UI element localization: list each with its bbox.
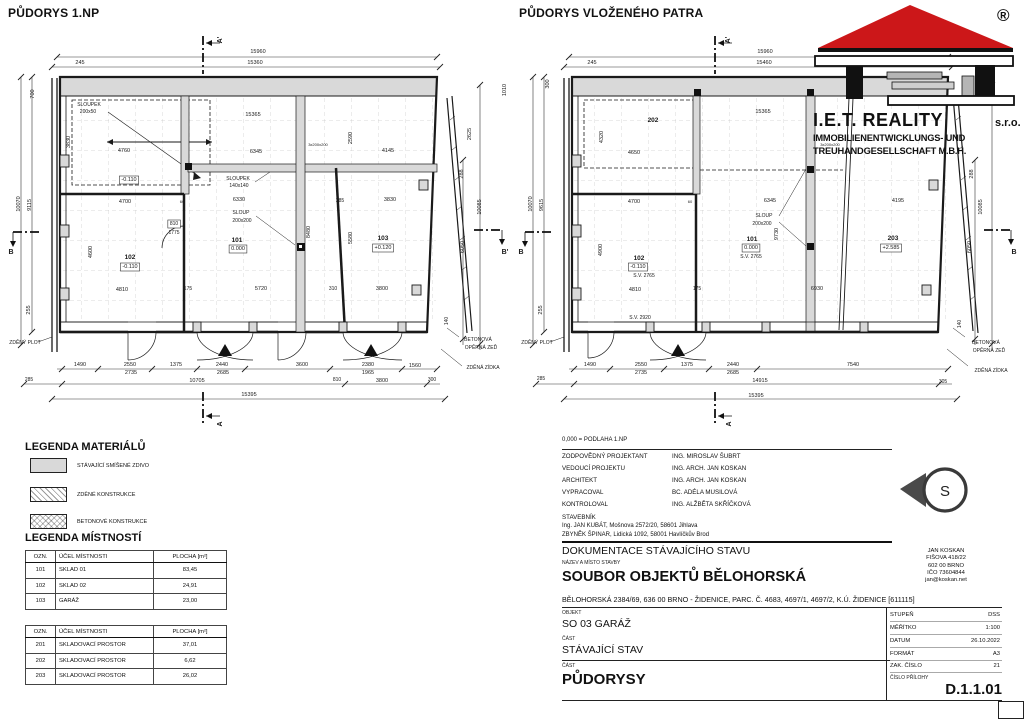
plan-label: 3600 [295,362,309,368]
plan-label: 6345 [763,198,777,204]
room-purpose: SKLADOVACÍ PROSTOR [56,653,154,669]
plan-label: 4810 [628,287,642,293]
room-area: 37,01 [154,638,227,654]
divider [890,647,1002,648]
table-row [26,594,227,610]
plan-label: 175 [183,286,193,292]
room-purpose: GARÁŽ [56,594,154,610]
plan-label: BETONOVÁ [464,337,492,343]
cast1-label: ČÁST [562,636,576,642]
plan-label: A' [217,36,224,44]
logo-roof-icon [810,2,1024,112]
room-number: 203 [26,669,56,685]
plan-label: 102 [124,254,136,261]
plan-label: 255 [26,305,32,315]
plan-label: 0.000 [231,246,245,252]
plan-label: 3830 [66,135,72,149]
plan-label: 810 [169,221,179,227]
plan-label: 1010 [502,83,508,97]
plan-label: OPĚRNÁ ZEĎ [464,345,498,351]
divider [562,449,892,450]
plan-label: 310 [328,286,338,292]
meta-value: 1:100 [985,625,1000,631]
fence-wall-line [564,78,569,352]
plan-label: 2735 [634,370,648,376]
plan-label: 103 [377,235,389,242]
plan-label: 4195 [891,198,905,204]
plan-label: 4760 [117,148,131,154]
legend-swatch-brick-construction [30,487,67,502]
contact-line: 602 00 BRNO [927,562,965,569]
plan-label: 15460 [756,60,772,66]
table-row [26,638,227,654]
role-value: ING. ARCH. JAN KOSKAN [672,477,747,484]
plan-label: 6330 [232,197,246,203]
plan-label: 1560 [408,363,422,369]
plan-label: 10085 [978,199,984,215]
plan-label: 700 [30,89,36,99]
room-number: 102 [26,578,56,594]
room-purpose: SKLAD 02 [56,578,154,594]
plan-label: 4145 [381,148,395,154]
plan-label: 14915 [752,378,768,384]
divider [562,700,1002,701]
plan-label: 285 [24,377,34,383]
door-direction-triangle [218,344,232,356]
plan-label: 1375 [169,362,183,368]
logo-subtitle-line2: TREUHANDGESELLSCHAFT M.B.H. [813,146,967,156]
room-area: 6,62 [154,653,227,669]
plan-label: 9115 [27,199,33,211]
plan-label: 2735 [124,370,138,376]
plan-label: 15960 [757,49,773,55]
doc-type: DOKUMENTACE STÁVAJÍCÍHO STAVU [562,545,751,557]
divider [890,672,1002,673]
table-row [26,578,227,594]
meta-value: DSS [988,612,1000,618]
plan-label: SLOUP [232,210,250,216]
nazev-label: NÁZEV A MÍSTO STAVBY [562,560,621,566]
plan-label: 1965 [361,370,375,376]
plan-label: 15960 [250,49,266,55]
plan-label: 101 [231,237,243,244]
room-area: 83,45 [154,563,227,579]
plan-label: 0.000 [744,245,758,251]
contact-block [890,548,1002,584]
plan-label: 288 [969,169,975,179]
plan-label: 245 [75,60,85,66]
plan-label: BETONOVÁ [972,340,1000,346]
revision-box [998,701,1024,719]
plan-label: 5580 [348,231,354,245]
priloha-label: ČÍSLO PŘÍLOHY [890,675,929,681]
door-direction-triangle [671,344,685,356]
plan-label: 285 [335,198,345,204]
plan-label: 4650 [627,150,641,156]
room-area: 26,02 [154,669,227,685]
plan-label: 4810 [115,287,129,293]
meta-label: DATUM [890,638,911,644]
plan-label: 2440 [215,362,229,368]
meta-label: ZAK. ČÍSLO [890,663,922,669]
objekt-value: SO 03 GARÁŽ [562,618,631,630]
plan-label: 3830 [383,197,397,203]
plan-label: 15395 [748,393,764,399]
plan-label: 255 [538,305,544,315]
plan-label: 15365 [245,112,261,118]
plan-label: A [217,421,224,427]
col-plocha: PLOCHA [m²] [154,551,227,563]
legend-label-concrete-construction: BETONOVÉ KONSTRUKCE [77,519,148,525]
plan-label: 15360 [247,60,263,66]
plan-label: A [726,421,733,427]
contact-line: IČO 73604844 [927,569,965,576]
door-swing [278,332,306,360]
stavebnik-line: Ing. JAN KUBÁT, Mošnova 2572/20, 58601 Jihlava [562,523,698,529]
plan-label: 6050 [460,240,466,254]
plan-label: 2625 [467,127,473,141]
plan-label: 7540 [846,362,860,368]
legend-materials-heading: LEGENDA MATERIÁLŮ [25,441,146,453]
col-ozn: OZN. [26,551,56,563]
plan-label: 101 [746,236,758,243]
plan-label: 140x140 [229,183,249,189]
plan-label: 2440 [726,362,740,368]
plan-label: 60 [687,199,693,204]
role-label: ZODPOVĚDNÝ PROJEKTANT [562,453,648,460]
plan-label: 4700 [118,199,132,205]
plan-label: 4700 [627,199,641,205]
meta-label: STUPEŇ [890,612,914,618]
table-row [26,563,227,579]
plan-label: 102 [633,255,645,262]
room-area: 23,00 [154,594,227,610]
plan-label: 245 [587,60,597,66]
plan-label: 1490 [583,362,597,368]
plan-label: S.V. 2920 [629,315,651,321]
logo-company-name: I.E.T. REALITY [813,110,944,130]
plan-label: 10085 [477,199,483,215]
col-plocha: PLOCHA [m²] [154,626,227,638]
col-ucel: ÚČEL MÍSTNOSTI [56,626,154,638]
plan-label: ZDĚNÝ PLOT [521,340,553,346]
plan-label: 300 [427,377,437,383]
divider [562,541,892,543]
room-purpose: SKLADOVACÍ PROSTOR [56,638,154,654]
plan-label: 200x200 [752,221,772,227]
plan-label: 5720 [254,286,268,292]
plan-label: 140 [957,319,963,329]
plan-label: 1490 [73,362,87,368]
plan-label: 10705 [189,378,205,384]
table-row [26,669,227,685]
plan-label: 1375 [680,362,694,368]
plan-label: B [518,249,524,256]
plan-label: 810 [332,377,342,383]
room-number: 201 [26,638,56,654]
plan-label: 4900 [598,243,604,257]
plan-label: 10070 [16,196,22,212]
stavebnik-line: ZBYNĚK ŠPINAR, Lidická 1092, 58001 Havlíčkův Brod [562,532,710,538]
plan-label: 140 [444,316,450,326]
plan-label: OPĚRNÁ ZEĎ [972,348,1006,354]
table-header-row [26,626,227,638]
plan-label: 6050 [967,240,973,254]
plan-label: S.V. 2765 [633,273,655,279]
plan-label: ZDĚNÁ ZÍDKA [466,365,500,371]
plan-label: SLOUP [755,213,773,219]
divider [562,607,1002,608]
cast2-label: ČÁST [562,663,576,669]
room-number: 101 [26,563,56,579]
logo-company-suffix: s.r.o. [995,117,1021,129]
role-value: BC. ADÉLA MUSILOVÁ [672,489,738,496]
room-number: 202 [26,653,56,669]
plan-label: 4600 [88,245,94,259]
plan-title-mezzanine: PŮDORYS VLOŽENÉHO PATRA [519,6,704,20]
table-header-row [26,551,227,563]
plan-label: 4320 [599,130,605,144]
role-label: ARCHITEKT [562,477,598,484]
contact-line: FIŠOVA 418/22 [926,555,966,562]
plan-label: 200x50 [79,109,97,115]
plan-label: 203 [887,235,899,242]
project-title: SOUBOR OBJEKTŮ BĚLOHORSKÁ [562,569,807,585]
plan-label: 300 [545,79,551,89]
datum-note: 0,000 = PODLAHA 1.NP [562,437,628,443]
plan-label: +0.120 [374,245,392,251]
room-table-1np [25,550,227,610]
cast1-value: STÁVAJÍCÍ STAV [562,644,644,656]
plan-label: 175 [692,286,702,292]
plan-label: 60 [179,199,185,204]
col-ozn: OZN. [26,626,56,638]
plan-label: B' [501,249,509,256]
registered-trademark-icon: ® [997,6,1010,25]
plan-label: SLOUPEK [226,176,250,182]
plan-label: 8480 [306,225,312,239]
role-value: ING. ARCH. JAN KOSKAN [672,465,747,472]
plan-label: 3800 [375,286,389,292]
plan-label: -0.110 [630,264,646,270]
legend-swatch-concrete-construction [30,514,67,529]
plan-label: 3800 [375,378,389,384]
meta-value: A3 [992,651,1000,657]
plan-label: -0.110 [122,264,138,270]
plan-label: 2590 [348,131,354,145]
plan-label: S.V. 2765 [740,254,762,260]
fence-wall-line [52,78,57,352]
contact-line: jan@koskan.net [925,577,967,584]
legend-label-brick-construction: ZDĚNÉ KONSTRUKCE [77,492,136,498]
plan-label: +2.585 [882,245,900,251]
plan-label: 2685 [726,370,740,376]
role-value: ING. ALŽBĚTA SKŘÍČKOVÁ [672,501,751,508]
plan-label: 3x200x200 [308,142,328,147]
cast2-value: PŮDORYSY [562,671,646,688]
legend-rooms-heading: LEGENDA MÍSTNOSTÍ [25,532,142,544]
plan-label: SLOUPEK [77,102,101,108]
door-swing [588,332,614,358]
door-swing [128,332,156,360]
north-compass-icon [898,455,988,527]
plan-label: 15365 [755,109,771,115]
plan-label: 2380 [361,362,375,368]
door-direction-triangle [364,344,378,356]
plan-label: 305 [938,379,948,385]
plan-label: 200x200 [232,218,252,224]
plan-label: B [1011,249,1017,256]
divider [890,621,1002,622]
room-purpose: SKLAD 01 [56,563,154,579]
plan-label: 1775 [168,230,180,236]
drawing-number: D.1.1.01 [945,681,1002,698]
divider [562,660,892,661]
compass-label: S [939,483,951,500]
legend-swatch-existing-masonry [30,458,67,473]
plan-label: 9730 [774,227,780,241]
role-value: ING. MIROSLAV ŠUBRT [672,453,741,460]
col-ucel: ÚČEL MÍSTNOSTI [56,551,154,563]
plan-label: A' [725,36,732,44]
divider [886,608,887,700]
stavebnik-label: STAVEBNÍK [562,514,596,521]
plan-label: ZDĚNÝ PLOT [9,340,41,346]
divider [890,660,1002,661]
divider [890,634,1002,635]
plan-label: 285 [536,376,546,382]
plan-label: 3x200x200 [820,142,840,147]
role-label: KONTROLOVAL [562,501,608,508]
plan-label: 15395 [241,392,257,398]
room-table-mezzanine [25,625,227,685]
role-label: VEDOUCÍ PROJEKTU [562,465,625,472]
logo-subtitle-line1: IMMOBILIENENTWICKLUNGS- UND [813,133,966,143]
plan-label: 9615 [539,198,545,212]
objekt-label: OBJEKT [562,610,582,616]
plan-label: B [8,249,14,256]
plan-label: -0.110 [121,177,137,183]
room-area: 24,91 [154,578,227,594]
project-address: BĚLOHORSKÁ 2384/69, 636 00 BRNO - ŽIDENICE, PARC. Č. 4683, 4697/1, 4697/2, K.Ú. ŽIDENICE [611115] [562,595,915,604]
plan-label: 2550 [123,362,137,368]
plan-label: 6345 [249,149,263,155]
company-logo [810,2,1024,162]
plan-label: 288 [459,169,465,179]
contact-line: JAN KOSKAN [927,548,965,554]
role-label: VYPRACOVAL [562,489,604,496]
plan-label: ZDĚNÁ ZÍDKA [974,368,1008,374]
room-purpose: SKLADOVACÍ PROSTOR [56,669,154,685]
plan-label: 2550 [634,362,648,368]
plan-label: 2685 [216,370,230,376]
meta-value: 21 [993,663,1000,669]
meta-label: FORMÁT [890,651,915,657]
legend-label-existing-masonry: STÁVAJÍCÍ SMÍŠENÉ ZDIVO [77,463,150,469]
table-row [26,653,227,669]
plan-label: 10070 [528,196,534,212]
plan-label: 202 [647,117,659,124]
plan-label: 6930 [810,286,824,292]
meta-label: MĚŘÍTKO [890,625,917,631]
plan-title-1np: PŮDORYS 1.NP [8,6,100,20]
room-number: 103 [26,594,56,610]
meta-value: 26.10.2022 [970,638,1000,644]
